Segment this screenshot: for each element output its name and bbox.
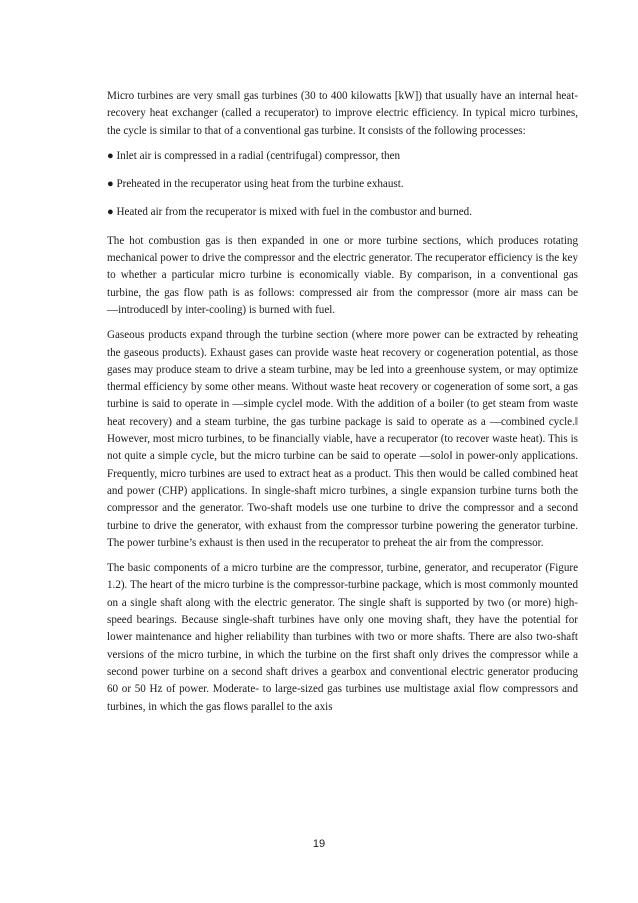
page-number: 19 [312, 838, 326, 850]
bullet-item-combustor: ● Heated air from the recuperator is mixed with fuel in the combustor and burned. [107, 206, 472, 219]
paragraph-components: The basic components of a micro turbine are the compressor, turbine, generator, and recuperator (Figure 1.2). The heart of the micro turbine is the compressor-turbine package, which is most commonly mounted on a single shaft along with the electric generator. The single shaft is supported by two (or more) high-speed bearings. Because single-shaft turbines have only one moving shaft, they have the potential for lower maintenance and higher reliability than turbines with two or more shafts. There are also two-shaft versions of the micro turbine, in which the turbine on the first shaft only drives the compressor while a second power turbine on a second shaft drives a gearbox and conventional electric generator producing 60 or 50 Hz of power. Moderate- to large-sized gas turbines use multistage axial flow compressors and turbines, in which the gas flows parallel to the axis [107, 562, 578, 713]
bullet-item-preheat: ● Preheated in the recuperator using heat from the turbine exhaust. [107, 178, 404, 191]
paragraph-expansion: The hot combustion gas is then expanded in one or more turbine sections, which produces rotating mechanical power to drive the compressor and the electric generator. The recuperator efficiency is the key to whether a particular micro turbine is economically viable. By comparison, in a conventional gas turbine, the gas flow path is as follows: compressed air from the compressor (more air mass can be ―introduced‖ by inter-cooling) is burned with fuel. [107, 234, 578, 316]
body-text [107, 88, 578, 724]
bullet-item-inlet: ● Inlet air is compressed in a radial (centrifugal) compressor, then [107, 149, 401, 162]
intro-paragraph: Micro turbines are very small gas turbines (30 to 400 kilowatts [kW]) that usually have an internal heat-recovery heat exchanger (called a recuperator) to improve electric efficiency. In typical micro turbines, the cycle is similar to that of a conventional gas turbine. It consists of the following processes: [107, 90, 578, 137]
paragraph-exhaust: Gaseous products expand through the turbine section (where more power can be extracted by reheating the gaseous products). Exhaust gases can provide waste heat recovery or cogeneration potential, as those gases may produce steam to drive a steam turbine, may be led into a greenhouse system, or may optimize thermal efficiency by some other means. Without waste heat recovery or cogeneration of some sort, a gas turbine is said to operate in ―simple cycle‖ mode. With the addition of a boiler (to get steam from waste heat recovery) and a steam turbine, the gas turbine package is said to operate as a ―combined cycle.‖ However, most micro turbines, to be financially viable, have a recuperator (to recover waste heat). This is not quite a simple cycle, but the micro turbine can be said to operate ―solo‖ in power-only applications. Frequently, micro turbines are used to extract heat as a product. This then would be called combined heat and power (CHP) applications. In single-shaft micro turbines, a single expansion turbine turns both the compressor and the generator. Two-shaft models use one turbine to drive the compressor and a second turbine to drive the generator, with exhaust from the compressor turbine powering the generator turbine. The power turbine’s exhaust is then used in the recuperator to preheat the air from the compressor. [107, 329, 578, 549]
